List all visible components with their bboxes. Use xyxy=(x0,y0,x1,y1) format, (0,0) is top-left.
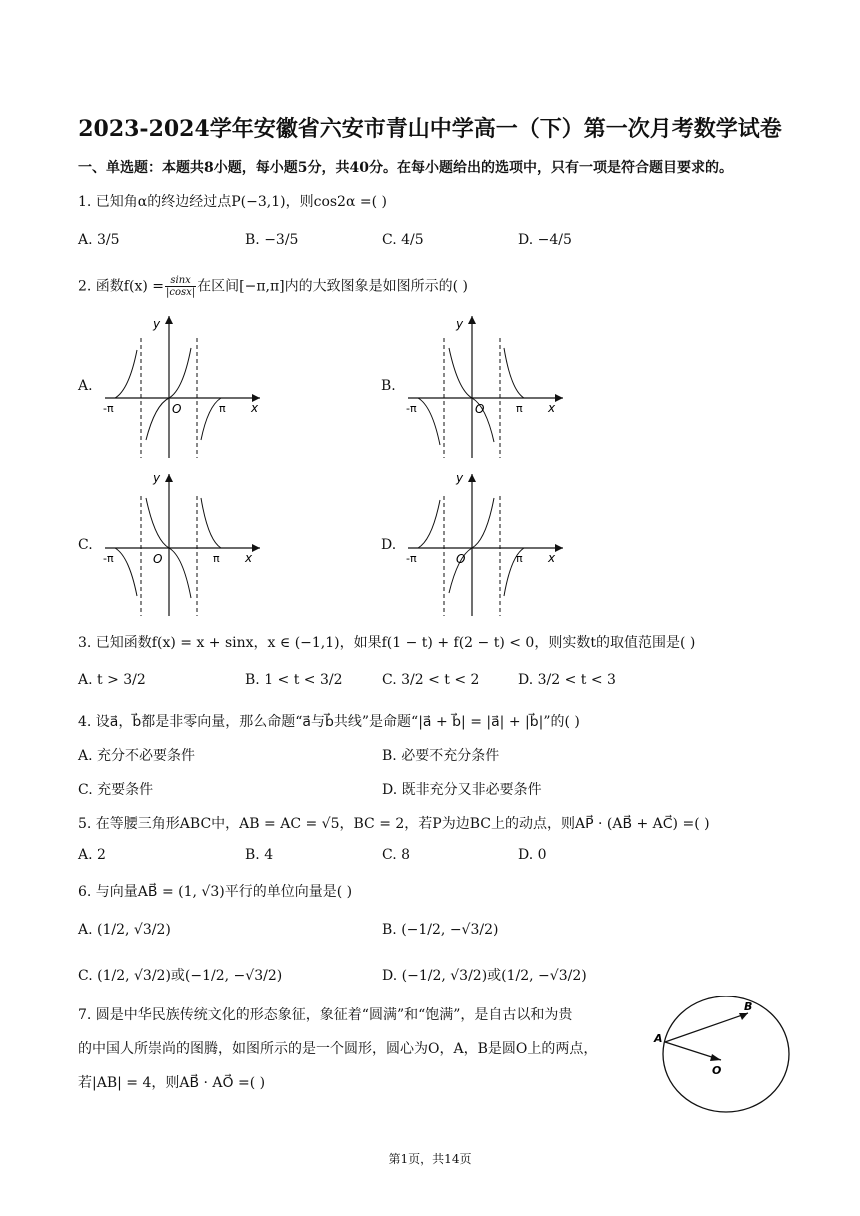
x-axis-arrow xyxy=(252,544,260,552)
curve-right-branch xyxy=(201,398,221,440)
graph-option-c xyxy=(95,468,265,618)
question-6-option-a: A. (1/2, √3/2) xyxy=(78,922,171,938)
question-2-fraction xyxy=(165,275,196,298)
label-pi: π xyxy=(516,402,523,415)
y-axis-arrow xyxy=(468,474,476,482)
question-4-option-b: B. 必要不充分条件 xyxy=(382,748,500,764)
label-x: x xyxy=(548,551,556,565)
question-5-option-a: A. 2 xyxy=(78,847,106,863)
question-7-line-3: 若|AB| = 4，则AB⃗ · AO⃗ =( ) xyxy=(78,1075,266,1091)
question-3-option-b: B. 1 < t < 3/2 xyxy=(245,672,343,688)
question-4-stem: 4. 设a⃗，b⃗都是非零向量，那么命题“a⃗与b⃗共线”是命题“|a⃗ + b⃗| = |a⃗| + |b⃗|”的( ) xyxy=(78,714,580,730)
question-3-option-a: A. t > 3/2 xyxy=(78,672,146,688)
circle-figure xyxy=(648,996,798,1121)
fraction-denominator: |cosx| xyxy=(166,287,196,298)
question-2-stem xyxy=(78,275,468,298)
label-pi: π xyxy=(213,552,220,565)
section-heading: 一、单选题：本题共8小题，每小题5分，共40分。在每小题给出的选项中，只有一项是符合题目要求的。 xyxy=(78,160,733,176)
label-origin: O xyxy=(475,402,485,416)
circle-outline xyxy=(663,996,789,1112)
label-x: x xyxy=(251,401,259,415)
question-6-stem: 6. 与向量AB⃗ = (1, √3)平行的单位向量是( ) xyxy=(78,884,353,900)
label-neg-pi: -π xyxy=(406,402,417,415)
label-neg-pi: -π xyxy=(103,402,114,415)
question-3-option-c: C. 3/2 < t < 2 xyxy=(382,672,480,688)
point-a-label: A xyxy=(654,1032,663,1045)
question-2-option-b: B. xyxy=(381,378,396,394)
label-origin: O xyxy=(172,402,182,416)
label-x: x xyxy=(245,551,253,565)
question-3-stem: 3. 已知函数f(x) = x + sinx，x ∈ (−1,1)，如果f(1 − t) + f(2 − t) < 0，则实数t的取值范围是( ) xyxy=(78,635,696,651)
y-axis-arrow xyxy=(468,316,476,324)
curve-left-branch xyxy=(115,350,137,398)
curve-left-branch xyxy=(418,500,440,548)
curve-left-branch xyxy=(418,398,440,445)
label-origin: O xyxy=(153,552,163,566)
page-title: 2023-2024学年安徽省六安市青山中学高一（下）第一次月考数学试卷 xyxy=(78,116,782,142)
question-6-option-c: C. (1/2, √3/2)或(−1/2, −√3/2) xyxy=(78,968,283,984)
question-2-stem-prefix: 2. 函数f(x) = xyxy=(78,278,164,295)
question-4-option-d: D. 既非充分又非必要条件 xyxy=(382,782,542,798)
question-1-option-b: B. −3/5 xyxy=(245,232,299,248)
question-2-option-c: C. xyxy=(78,537,93,553)
point-o-label: O xyxy=(712,1064,722,1077)
x-axis-arrow xyxy=(555,394,563,402)
label-origin: O xyxy=(456,552,466,566)
question-1-stem: 1. 已知角α的终边经过点P(−3,1)，则cos2α =( ) xyxy=(78,194,387,210)
question-2-option-d: D. xyxy=(381,537,397,553)
question-3-option-d: D. 3/2 < t < 3 xyxy=(518,672,616,688)
curve-right-branch xyxy=(201,498,221,548)
label-x: x xyxy=(548,401,556,415)
question-7-line-2: 的中国人所崇尚的图腾，如图所示的是一个圆形，圆心为O，A，B是圆O上的两点， xyxy=(78,1041,598,1057)
fraction-numerator: sinx xyxy=(165,275,196,287)
label-pi: π xyxy=(516,552,523,565)
question-5-stem: 5. 在等腰三角形ABC中，AB = AC = √5，BC = 2，若P为边BC上的动点，则AP⃗ · (AB⃗ + AC⃗) =( ) xyxy=(78,816,710,832)
graph-option-d xyxy=(398,468,568,618)
label-y: y xyxy=(153,317,161,331)
question-1-option-c: C. 4/5 xyxy=(382,232,424,248)
arrow-ao xyxy=(710,1054,721,1061)
label-neg-pi: -π xyxy=(103,552,114,565)
y-axis-arrow xyxy=(165,316,173,324)
question-2-option-a: A. xyxy=(78,378,93,394)
question-7-line-1: 7. 圆是中华民族传统文化的形态象征，象征着“圆满”和“饱满”，是自古以和为贵 xyxy=(78,1007,573,1023)
question-4-option-c: C. 充要条件 xyxy=(78,782,154,798)
question-1-option-a: A. 3/5 xyxy=(78,232,120,248)
question-5-option-d: D. 0 xyxy=(518,847,547,863)
question-6-option-d: D. (−1/2, √3/2)或(1/2, −√3/2) xyxy=(382,968,587,984)
question-1-option-d: D. −4/5 xyxy=(518,232,572,248)
label-pi: π xyxy=(219,402,226,415)
curve-left-branch xyxy=(115,548,137,596)
curve-right-branch xyxy=(504,348,524,398)
question-5-option-b: B. 4 xyxy=(245,847,274,863)
label-neg-pi: -π xyxy=(406,552,417,565)
question-4-option-a: A. 充分不必要条件 xyxy=(78,748,196,764)
question-6-option-b: B. (−1/2, −√3/2) xyxy=(382,922,499,938)
question-2-stem-suffix: 在区间[−π,π]内的大致图象是如图所示的( ) xyxy=(197,278,469,295)
graph-option-a xyxy=(95,310,265,460)
label-y: y xyxy=(456,317,464,331)
graph-option-b xyxy=(398,310,568,460)
arrow-ab xyxy=(739,1013,748,1020)
page-footer: 第1页，共14页 xyxy=(388,1152,472,1166)
label-y: y xyxy=(456,471,464,485)
label-y: y xyxy=(153,471,161,485)
y-axis-arrow xyxy=(165,474,173,482)
question-5-option-c: C. 8 xyxy=(382,847,411,863)
x-axis-arrow xyxy=(555,544,563,552)
point-b-label: B xyxy=(744,1000,753,1013)
